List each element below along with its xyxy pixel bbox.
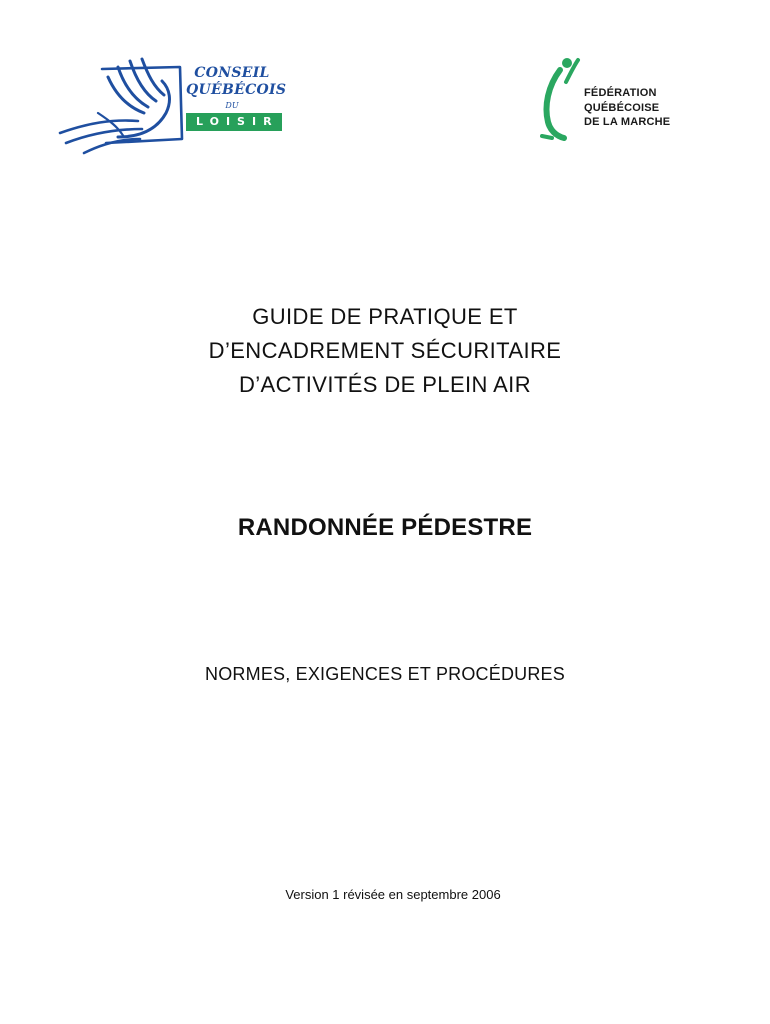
fqm-line-federation: FÉDÉRATION [584, 87, 657, 99]
fqm-line-quebecoise: QUÉBÉCOISE [584, 101, 660, 114]
hand-dove-icon [58, 55, 190, 160]
walker-figure-icon [538, 56, 582, 142]
version-note: Version 1 révisée en septembre 2006 [285, 887, 501, 902]
cql-line-du: DU [225, 101, 239, 110]
fqm-logo-text [584, 86, 698, 130]
guide-title [0, 300, 770, 402]
cql-logo [58, 55, 287, 160]
cql-line-loisir: LOISIR [186, 113, 282, 131]
activity-subject: RANDONNÉE PÉDESTRE [237, 514, 533, 541]
fqm-line-de-la-marche: DE LA MARCHE [584, 116, 671, 128]
cql-line-quebecois: QUÉBÉCOIS [186, 82, 287, 98]
guide-title-line-2: D’ENCADREMENT SÉCURITAIRE [208, 338, 562, 363]
norms-heading: NORMES, EXIGENCES ET PROCÉDURES [205, 664, 565, 684]
guide-title-line-3: D’ACTIVITÉS DE PLEIN AIR [238, 372, 531, 397]
cql-logo-text [186, 65, 287, 131]
fqm-logo [538, 56, 698, 142]
cql-line-conseil: CONSEIL [194, 65, 270, 81]
guide-title-line-1: GUIDE DE PRATIQUE ET [252, 304, 518, 329]
